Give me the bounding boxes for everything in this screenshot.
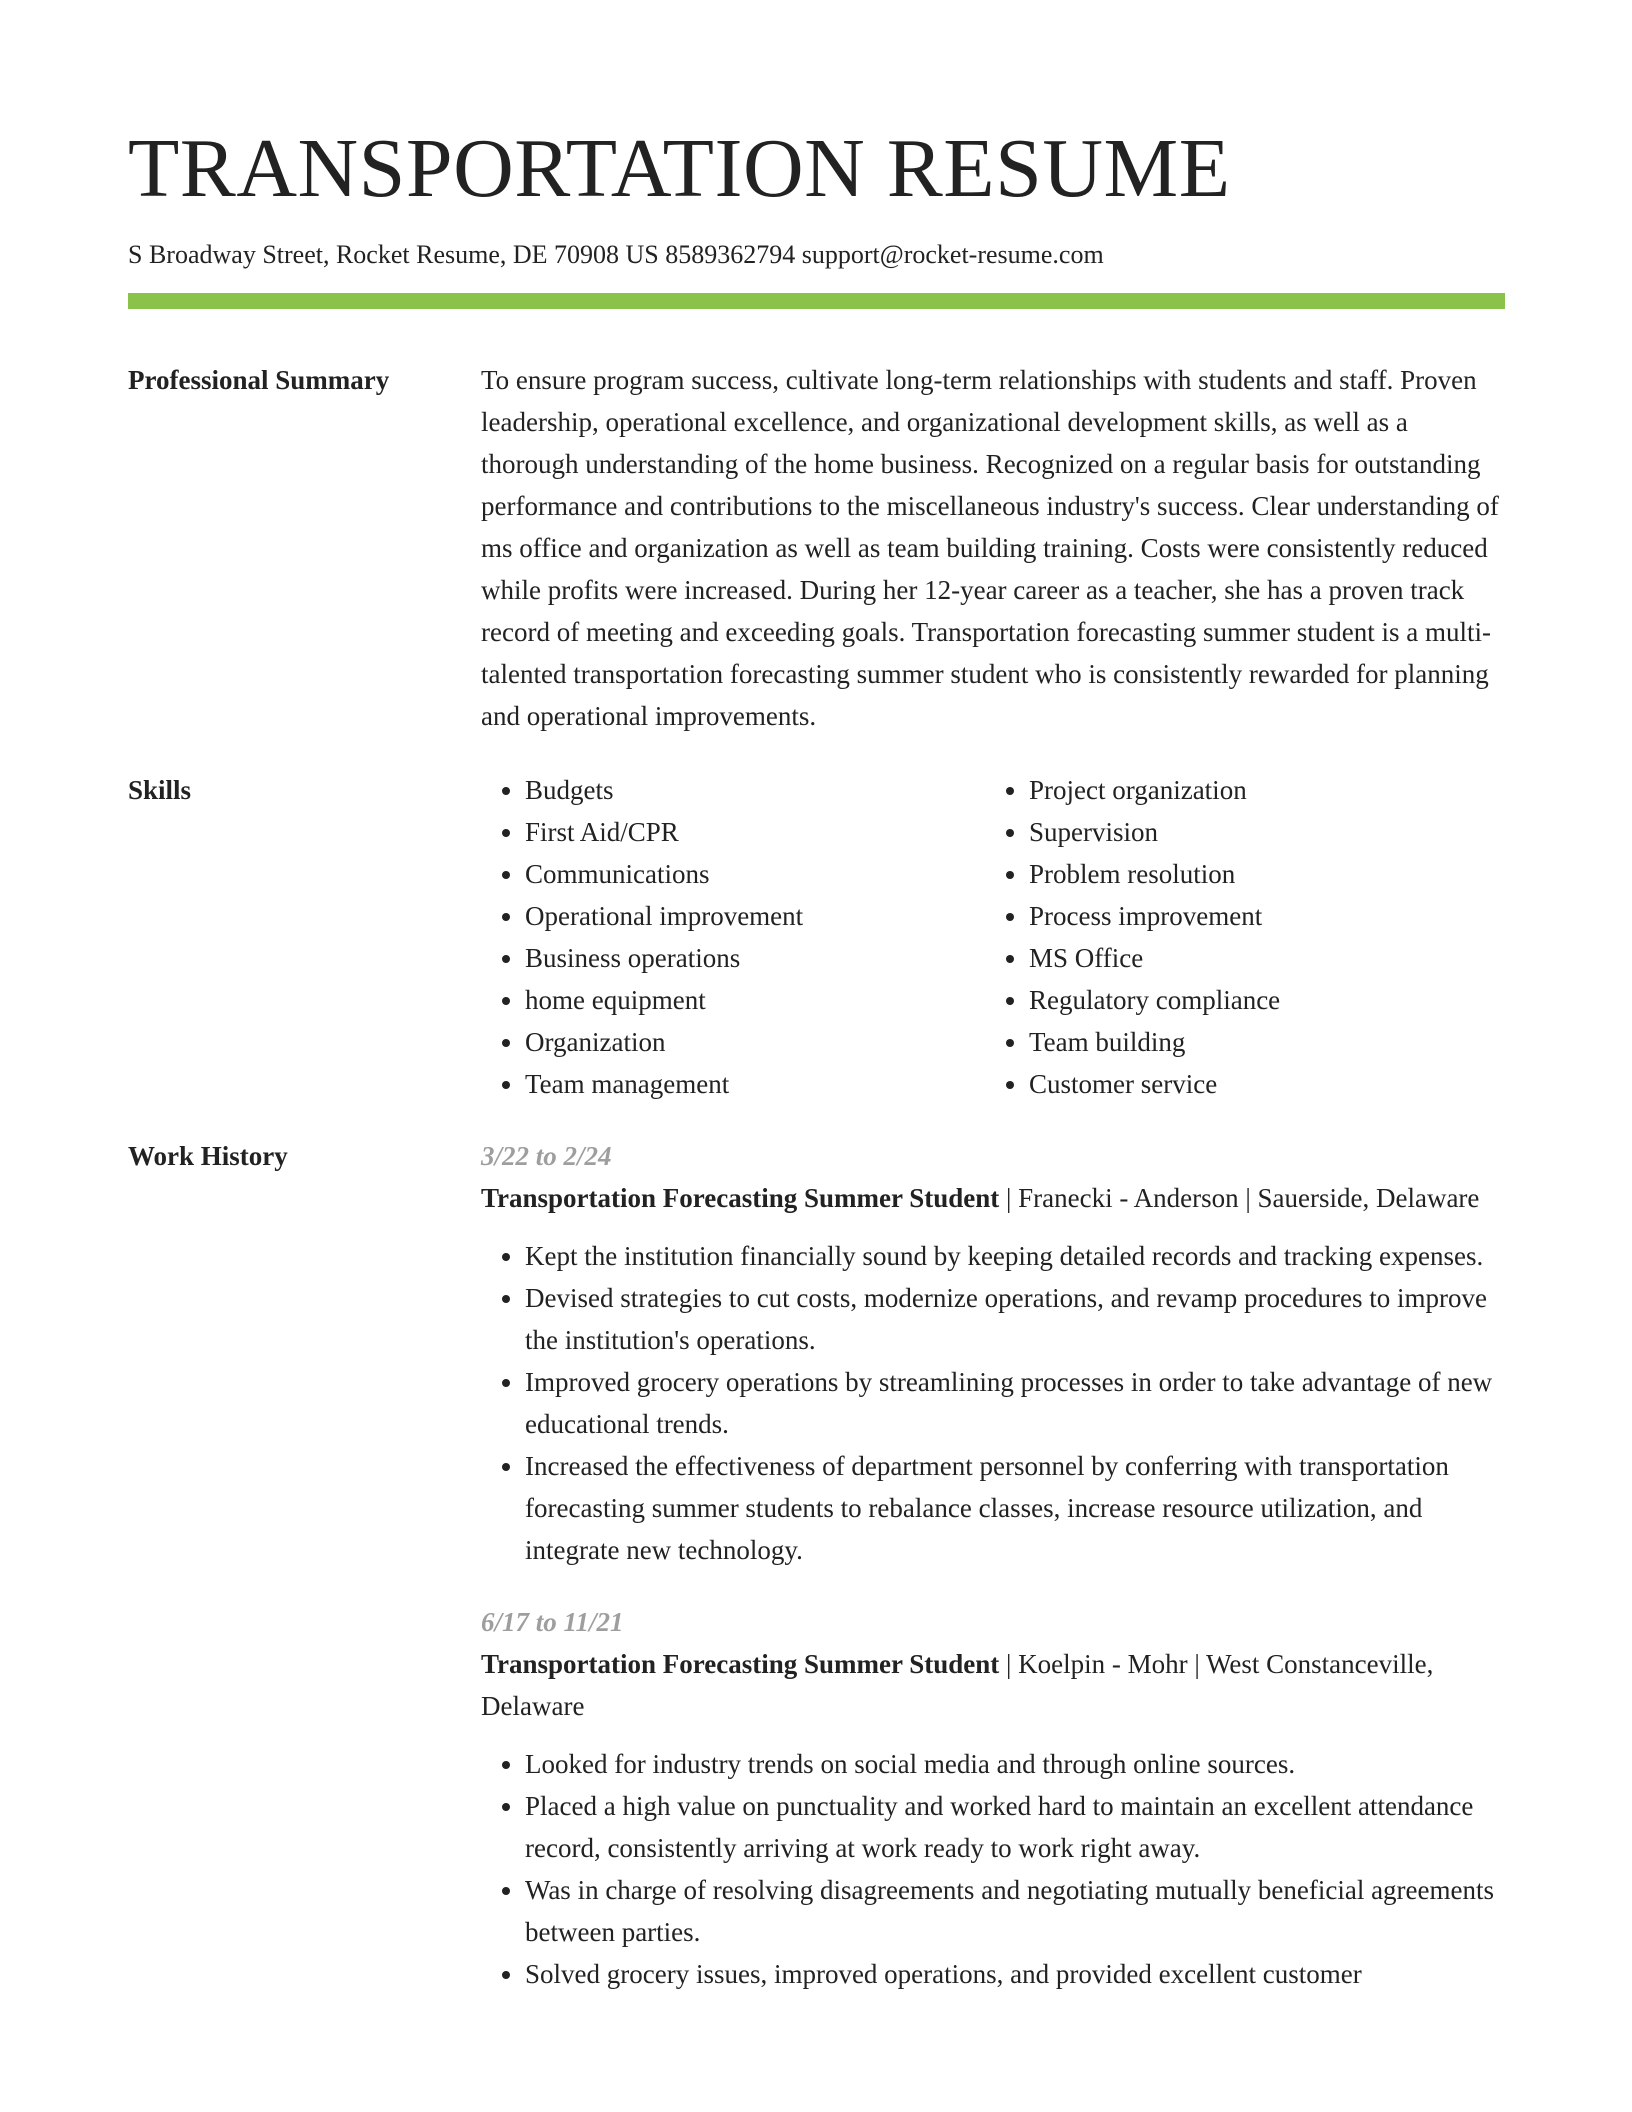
section-title: Professional Summary: [128, 365, 390, 395]
section-title: Work History: [128, 1141, 288, 1171]
skill-item: • Supervision: [1029, 811, 1489, 853]
job-title: Transportation Forecasting Summer Student: [481, 1649, 1000, 1679]
job-heading: [481, 1643, 1505, 1727]
job-dates: 6/17 to 11/21: [481, 1607, 624, 1637]
work-history-body: [481, 1135, 1505, 1995]
resume-title: TRANSPORTATION RESUME: [128, 122, 1231, 215]
job-bullet: • Was in charge of resolving disagreements and negotiating mutually beneficial agreements between parties.: [525, 1869, 1505, 1953]
job-dates: 3/22 to 2/24: [481, 1141, 612, 1171]
job-bullets: [481, 1743, 1505, 1995]
skill-item: • Process improvement: [1029, 895, 1489, 937]
resume-page: [128, 0, 1505, 1995]
skills-columns: [481, 769, 1505, 1105]
skill-item: • home equipment: [525, 979, 985, 1021]
job-entry: [481, 1135, 1505, 1571]
job-bullet: • Devised strategies to cut costs, modernize operations, and revamp procedures to improve the institution's operations.: [525, 1277, 1505, 1361]
section-title: Skills: [128, 775, 192, 805]
contact-line: S Broadway Street, Rocket Resume, DE 70908 US 8589362794 support@rocket-resume.com: [128, 240, 1104, 269]
job-bullet: • Looked for industry trends on social media and through online sources.: [525, 1743, 1505, 1785]
skill-item: • Business operations: [525, 937, 985, 979]
skills-list-right: [985, 769, 1489, 1105]
skill-item: • Regulatory compliance: [1029, 979, 1489, 1021]
job-bullets: [481, 1235, 1505, 1571]
skill-item: • Problem resolution: [1029, 853, 1489, 895]
accent-divider: [128, 293, 1505, 309]
job-bullet: • Increased the effectiveness of department personnel by conferring with transportation forecasting summer students to rebalance classes, increase resource utilization, and integrate new technology.: [525, 1445, 1505, 1571]
work-history-section: [128, 1135, 1505, 1995]
summary-text: To ensure program success, cultivate long-term relationships with students and staff. Proven leadership, operational excellence, and organizational development skills, as well as a thorough understanding of the home business. Recognized on a regular basis for outstanding performance and contributions to the miscellaneous industry's success. Clear understanding of ms office and organization as well as team building training. Costs were consistently reduced while profits were increased. During her 12-year career as a teacher, she has a proven track record of meeting and exceeding goals. Transportation forecasting summer student is a multi-talented transportation forecasting summer student who is consistently rewarded for planning and operational improvements.: [481, 365, 1499, 731]
skill-item: • Budgets: [525, 769, 985, 811]
skill-item: • Team management: [525, 1063, 985, 1105]
skill-item: • Organization: [525, 1021, 985, 1063]
job-bullet: • Placed a high value on punctuality and worked hard to maintain an excellent attendance record, consistently arriving at work ready to work right away.: [525, 1785, 1505, 1869]
skill-item: • Team building: [1029, 1021, 1489, 1063]
skill-item: • MS Office: [1029, 937, 1489, 979]
job-bullet: • Improved grocery operations by streamlining processes in order to take advantage of new educational trends.: [525, 1361, 1505, 1445]
job-title: Transportation Forecasting Summer Student: [481, 1183, 1000, 1213]
skills-section: [128, 769, 1505, 1105]
job-details: | Koelpin - Mohr | West Constanceville, Delaware: [481, 1649, 1434, 1721]
job-bullet: • Solved grocery issues, improved operations, and provided excellent customer: [525, 1953, 1505, 1995]
skill-item: • Customer service: [1029, 1063, 1489, 1105]
skill-item: • Communications: [525, 853, 985, 895]
skills-list-left: [481, 769, 985, 1105]
job-details: | Franecki - Anderson | Sauerside, Delaware: [999, 1183, 1480, 1213]
skill-item: • Project organization: [1029, 769, 1489, 811]
skill-item: • Operational improvement: [525, 895, 985, 937]
job-entry: [481, 1601, 1505, 1995]
job-bullet: • Kept the institution financially sound by keeping detailed records and tracking expenses.: [525, 1235, 1505, 1277]
skill-item: • First Aid/CPR: [525, 811, 985, 853]
professional-summary-section: [128, 359, 1505, 737]
job-heading: [481, 1177, 1505, 1219]
